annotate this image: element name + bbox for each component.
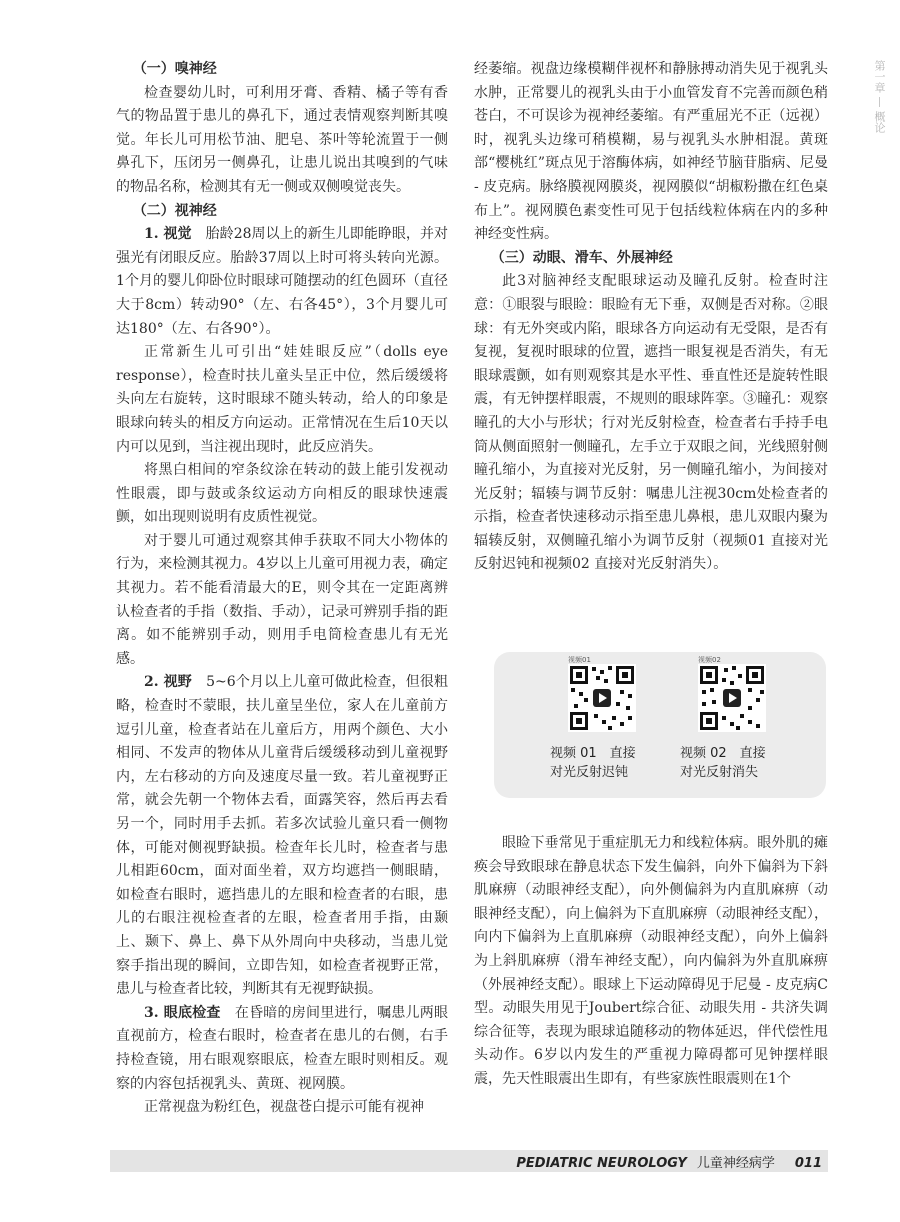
sidebar-divider bbox=[879, 97, 880, 107]
subheading-visual-field: 2. 视野 bbox=[144, 674, 192, 691]
video-caption bbox=[680, 744, 790, 782]
heading-olfactory: （一）嗅神经 bbox=[132, 61, 217, 77]
paragraph bbox=[116, 671, 448, 1001]
paragraph: 眼睑下垂常见于重症肌无力和线粒体病。眼外肌的瘫痪会导致眼球在静息状态下发生偏斜，向外下偏斜为下斜肌麻痹（动眼神经支配），向外侧偏斜为内直肌麻痹（动眼神经支配），向上偏斜为下直肌麻痹（动眼神经支配），向内下偏斜为上直肌麻痹（动眼神经支配），向外上偏斜为上斜肌麻痹（滑车神经支配），向内偏斜为外直肌麻痹（外展神经支配）。眼球上下运动障碍见于尼曼 - 皮克病C型。动眼失用见于Joubert综合征、动眼失用 - 共济失调综合征等，表现为眼球追随移动的物体延迟，伴代偿性甩头动作。6岁以内发生的严重视力障碍都可见钟摆样眼震，先天性眼震出生即有，有些家族性眼震则在1个 bbox=[474, 835, 828, 1087]
paragraph: 检查婴幼儿时，可利用牙膏、香精、橘子等有香气的物品置于患儿的鼻孔下，通过表情观察判断其嗅觉。年长儿可用松节油、肥皂、茶叶等轮流置于一侧鼻孔下，压闭另一侧鼻孔，让患儿说出其嗅到的气味的物品名称，检测其有无一侧或双侧嗅觉丧失。 bbox=[116, 84, 448, 195]
footer-title-en: PEDIATRIC NEUROLOGY bbox=[516, 1156, 687, 1171]
right-column bbox=[474, 58, 828, 577]
paragraph: 对于婴儿可通过观察其伸手获取不同大小物体的行为，来检测其视力。4岁以上儿童可用视力表，确定其视力。若不能看清最大的E，则令其在一定距离辨认检查者的手指（数指、手动），记录可辨别手指的距离。如不能辨别手动，则用手电筒检查患儿有无光感。 bbox=[116, 532, 448, 667]
paragraph-text: 在昏暗的房间里进行，嘱患儿两眼直视前方，检查右眼时，检查者在患儿的右侧，右手持检查镜，用右眼观察眼底，检查左眼时则相反。观察的内容包括视乳头、黄斑、视网膜。 bbox=[116, 1004, 449, 1092]
video-item-02[interactable] bbox=[680, 656, 790, 782]
subheading-vision: 1. 视觉 bbox=[144, 226, 192, 243]
paragraph bbox=[116, 1002, 448, 1096]
qr-tag: 视频01 bbox=[568, 656, 591, 664]
caption-line: 对光反射消失 bbox=[680, 765, 759, 780]
heading-oculomotor: （三）动眼、滑车、外展神经 bbox=[490, 249, 673, 266]
footer-title-cn: 儿童神经病学 bbox=[696, 1156, 775, 1171]
left-column bbox=[116, 58, 448, 1120]
caption-line: 对光反射迟钝 bbox=[550, 765, 629, 780]
video-caption bbox=[550, 744, 660, 782]
footer-text bbox=[516, 1152, 822, 1171]
qr-tag: 视频02 bbox=[698, 656, 721, 664]
qr-code[interactable] bbox=[698, 656, 766, 732]
paragraph-text: 胎龄28周以上的新生儿即能睁眼，并对强光有闭眼反应。胎龄37周以上时可将头转向光源。1个月的婴儿仰卧位时眼球可随摆动的红色圆环（直径大于8cm）转动90°（左、右各45°），3个月婴儿可达180°（左、右各90°）。 bbox=[116, 226, 448, 337]
paragraph: 正常视盘为粉红色，视盘苍白提示可能有视神 bbox=[144, 1099, 424, 1116]
qr-code-icon bbox=[698, 664, 766, 732]
page-number: 011 bbox=[794, 1156, 822, 1171]
qr-code-icon bbox=[568, 664, 636, 732]
caption-line: 视频 02 直接 bbox=[680, 746, 766, 761]
paragraph-text: 5~6个月以上儿童可做此检查，但很粗略，检查时不蒙眼，扶儿童呈坐位，家人在儿童前方逗引儿童，检查者站在儿童后方，用两个颜色、大小相同、不发声的物体从儿童背后缓缓移动到儿童视野内，左右移动的方向及速度尽量一致。若儿童视野正常，就会先朝一个物体去看，面露笑容，然后再去看另一个，同时用手去抓。若多次试验儿童只看一侧物体，可能对侧视野缺损。检查年长儿时，检查者与患儿相距60cm，面对面坐着，双方均遮挡一侧眼睛，如检查右眼时，遮挡患儿的左眼和检查者的右眼，患儿的右眼注视检查者的左眼，检查者用手指，由颞上、颞下、鼻上、鼻下从外周向中央移动，当患儿觉察手指出现的瞬间，立即告知，如检查者视野正常，患儿与检查者比较，判断其有无视野缺损。 bbox=[116, 674, 449, 998]
chapter-label: 第一章 bbox=[873, 60, 886, 93]
caption-line: 视频 01 直接 bbox=[550, 746, 636, 761]
paragraph: 将黑白相间的窄条纹涂在转动的鼓上能引发视动性眼震，即与鼓或条纹运动方向相反的眼球快速震颤，如出现则说明有皮质性视觉。 bbox=[116, 462, 448, 526]
page-footer bbox=[110, 1150, 828, 1172]
paragraph bbox=[116, 223, 448, 341]
chapter-sidebar bbox=[868, 60, 890, 133]
paragraph: 此3对脑神经支配眼球运动及瞳孔反射。检查时注意：①眼裂与眼睑：眼睑有无下垂，双侧是否对称。②眼球：有无外突或内陷，眼球各方向运动有无受限，是否有复视，复视时眼球的位置，遮挡一眼复视是否消失，有无眼球震颤，如有则观察其是水平性、垂直性还是旋转性眼震，有无钟摆样眼震，不规则的眼球阵挛。③瞳孔：观察瞳孔的大小与形状；行对光反射检查，检查者右手持手电筒从侧面照射一侧瞳孔，左手立于双眼之间，光线照射侧瞳孔缩小，为直接对光反射，另一侧瞳孔缩小，为间接对光反射；辐辏与调节反射：嘱患儿注视30cm处检查者的示指，检查者快速移动示指至患儿鼻根，患儿双眼内聚为辐辏反射，双侧瞳孔缩小为调节反射（视频01 直接对光反射迟钝和视频02 直接对光反射消失）。 bbox=[474, 273, 828, 573]
right-column-lower bbox=[474, 832, 828, 1092]
subheading-fundus: 3. 眼底检查 bbox=[144, 1004, 221, 1021]
video-qr-panel bbox=[494, 652, 826, 798]
section-label: 概论 bbox=[873, 111, 886, 133]
heading-optic: （二）视神经 bbox=[132, 202, 217, 219]
paragraph: 正常新生儿可引出“娃娃眼反应”（dolls eye response），检查时扶儿童头呈正中位，然后缓缓将头向左右旋转，这时眼球不随头转动，给人的印象是眼球向转头的相反方向运动。正常情况在生后10天以内可以见到，当注视出现时，此反应消失。 bbox=[116, 344, 448, 455]
qr-code[interactable] bbox=[568, 656, 636, 732]
video-item-01[interactable] bbox=[550, 656, 660, 782]
paragraph: 经萎缩。视盘边缘模糊伴视杯和静脉搏动消失见于视乳头水肿，正常婴儿的视乳头由于小血管发育不完善而颜色稍苍白，不可误诊为视神经萎缩。有严重屈光不正（远视）时，视乳头边缘可稍模糊，易与视乳头水肿相混。黄斑部“樱桃红”斑点见于溶酶体病，如神经节脑苷脂病、尼曼 - 皮克病。脉络膜视网膜炎，视网膜似“胡椒粉撒在红色桌布上”。视网膜色素变性可见于包括线粒体病在内的多种神经变性病。 bbox=[474, 61, 828, 243]
